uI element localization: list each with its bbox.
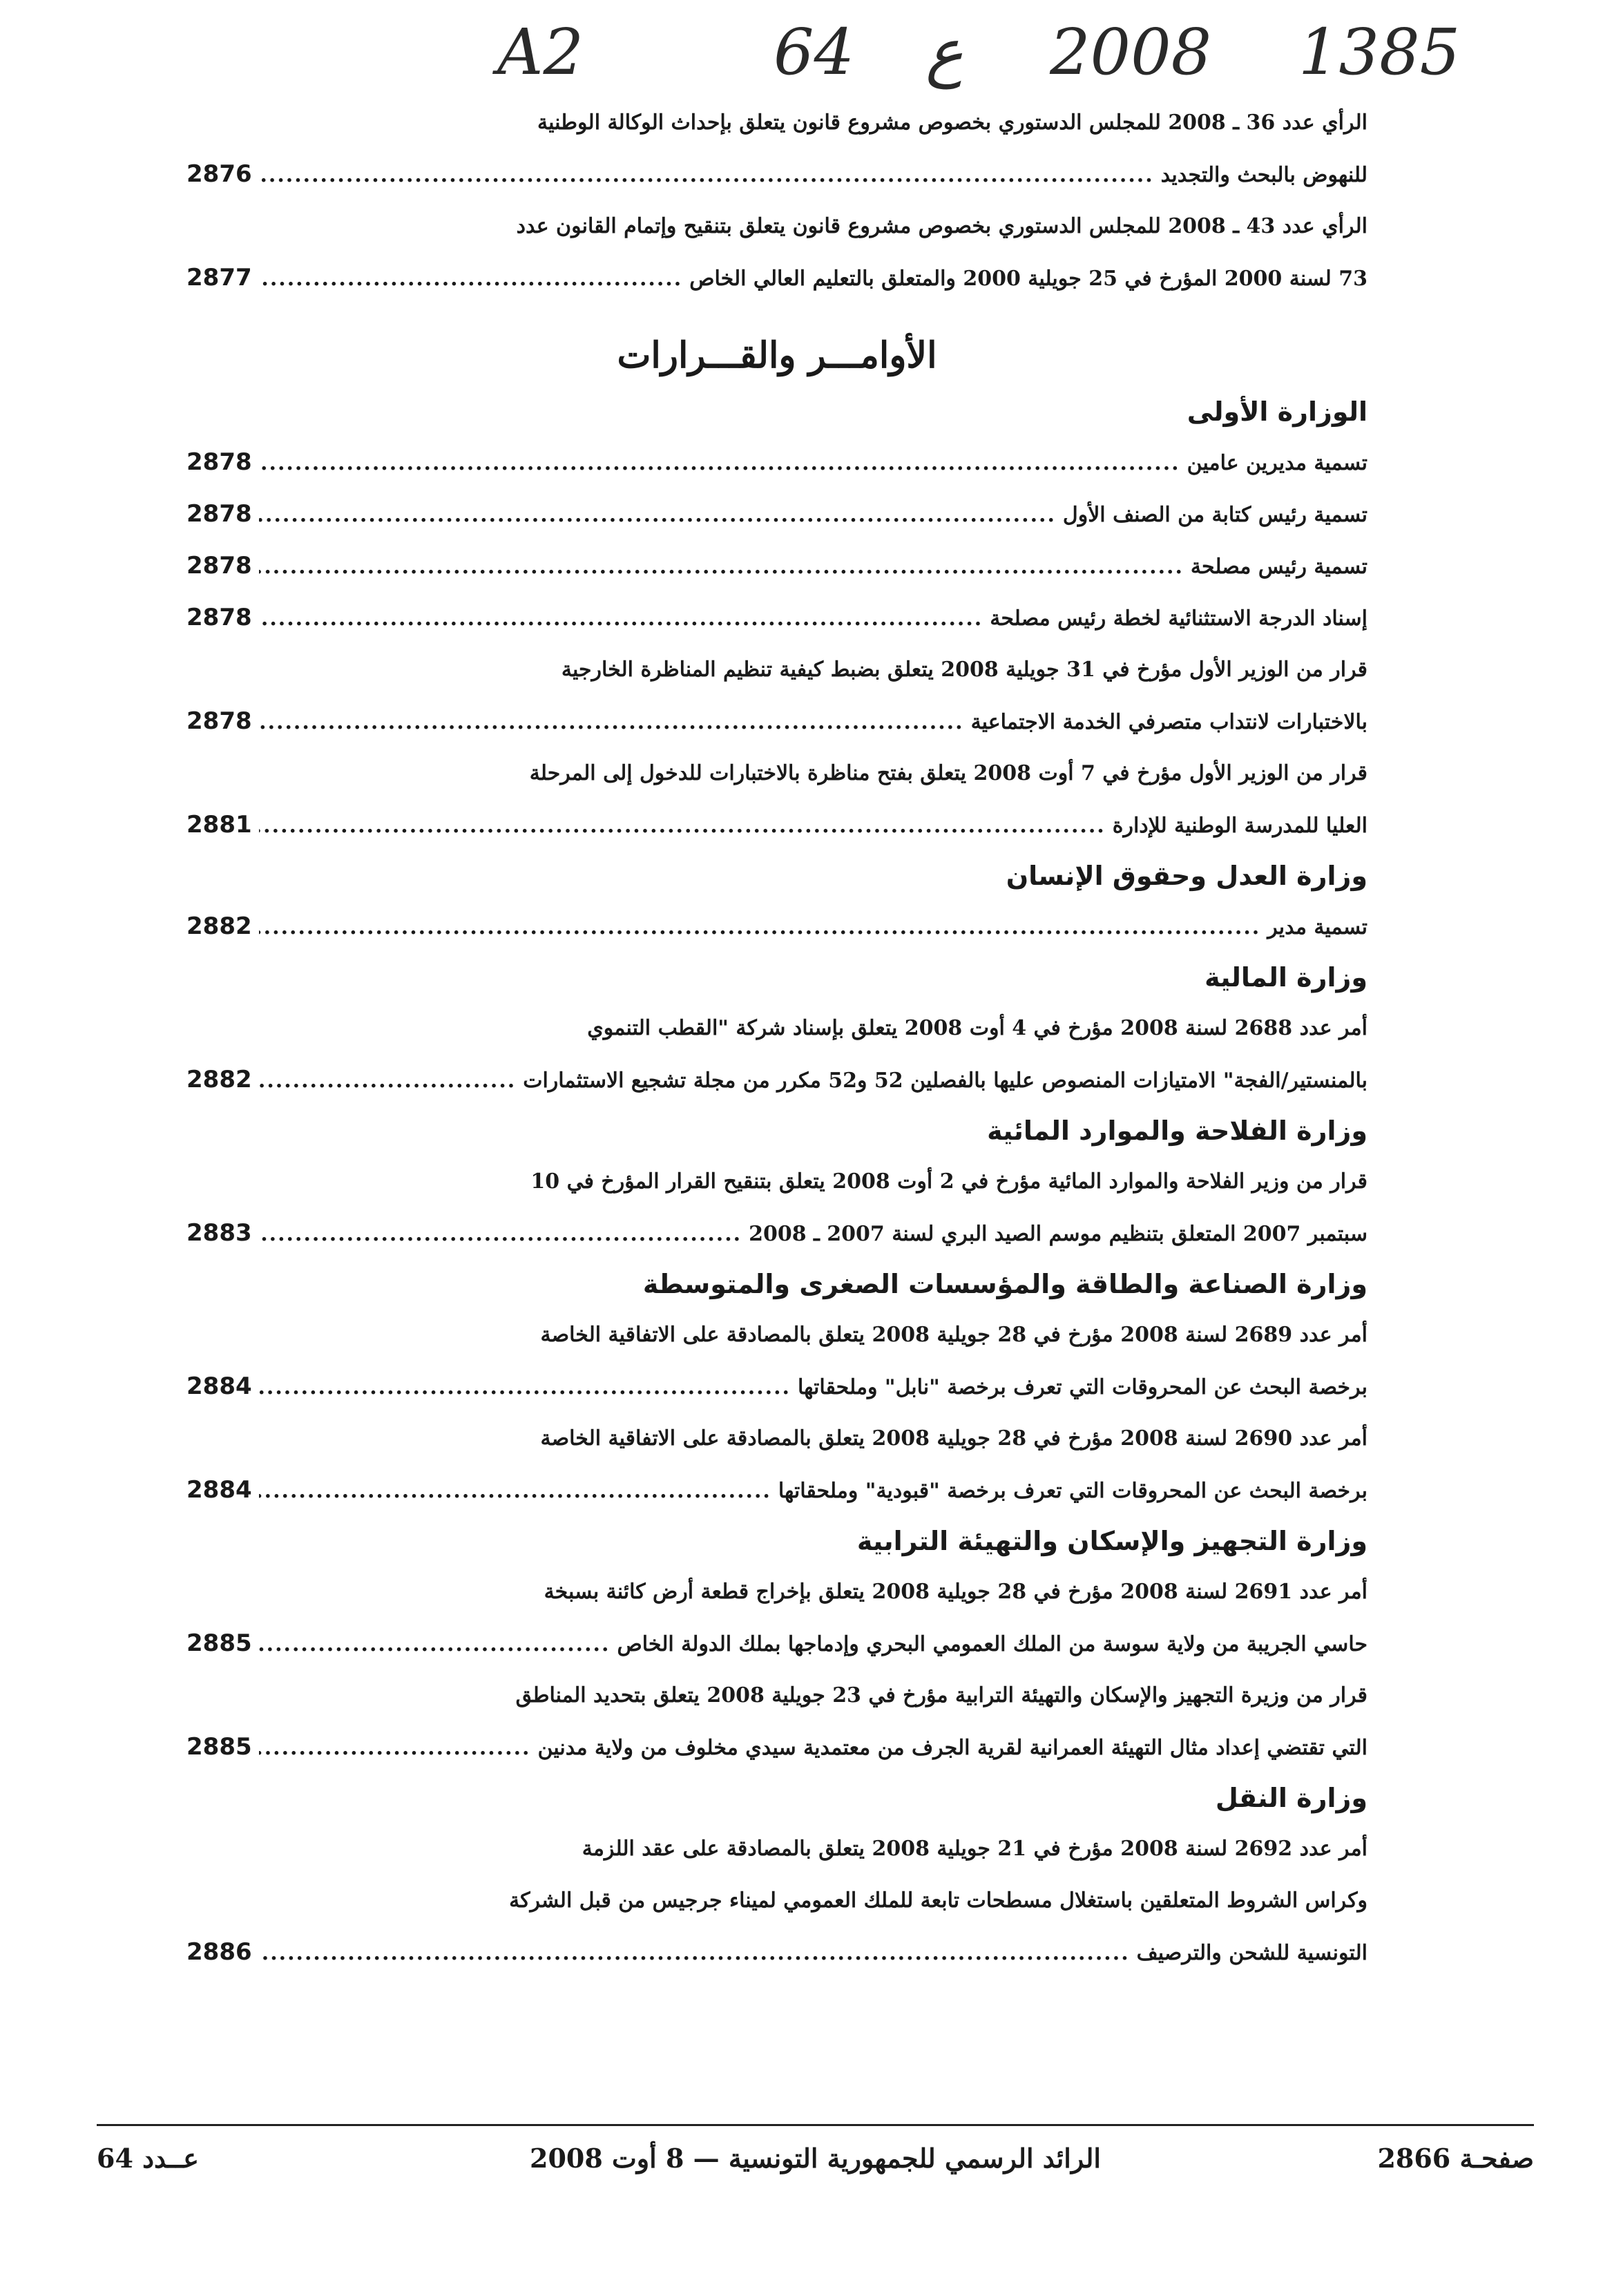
toc-entry-text: قرار من الوزير الأول مؤرخ في 31 جويلية 2008 يتعلق بضبط كيفية تنظيم المناظرة الخارجية bbox=[561, 658, 1367, 682]
toc-entry-line bbox=[186, 1670, 1367, 1721]
ministry-heading: وزارة التجهيز والإسكان والتهيئة الترابية bbox=[856, 1526, 1367, 1556]
toc-entry-text: حاسي الجريبة من ولاية سوسة من الملك العمومي البحري وإدماجها بملك الدولة الخاص bbox=[617, 1632, 1367, 1656]
toc-entry-line bbox=[186, 1721, 1367, 1773]
toc-entry-line bbox=[186, 901, 1367, 953]
toc-entry-line bbox=[186, 1823, 1367, 1875]
footer-divider bbox=[97, 2124, 1534, 2126]
leader-dots bbox=[259, 1208, 742, 1260]
toc-entry bbox=[186, 437, 1367, 488]
toc-entry-line bbox=[186, 200, 1367, 252]
ministry-heading: وزارة الفلاحة والموارد المائية bbox=[987, 1116, 1367, 1146]
handwritten-64: 64 bbox=[774, 15, 855, 89]
toc-entry-line bbox=[186, 1309, 1367, 1361]
toc-entry bbox=[186, 1309, 1367, 1413]
toc-page-number: 2878 bbox=[186, 552, 252, 580]
toc-entry bbox=[186, 1002, 1367, 1106]
leader-dots bbox=[259, 696, 964, 748]
leader-dots bbox=[259, 253, 683, 305]
ministry-section bbox=[186, 1773, 1367, 1978]
toc-entry bbox=[186, 1566, 1367, 1670]
toc-entry bbox=[186, 1670, 1367, 1773]
leader-dots bbox=[259, 489, 1056, 541]
leader-dots bbox=[259, 1722, 531, 1774]
toc-entry-line bbox=[186, 540, 1367, 592]
toc-entry-line bbox=[186, 1618, 1367, 1670]
ministry-heading: الوزارة الأولى bbox=[1187, 396, 1367, 427]
toc-entry-line bbox=[186, 1002, 1367, 1054]
toc-entry bbox=[186, 644, 1367, 747]
toc-entry bbox=[186, 901, 1367, 953]
leader-dots bbox=[259, 1465, 771, 1517]
ministry-section bbox=[186, 387, 1367, 851]
toc-page-number: 2882 bbox=[186, 912, 252, 940]
toc-entry-text: سبتمبر 2007 المتعلق بتنظيم موسم الصيد البري لسنة 2007 ـ 2008 bbox=[749, 1222, 1367, 1246]
toc-entry-line bbox=[186, 1926, 1367, 1978]
toc-entry-line bbox=[186, 149, 1367, 200]
ministry-section bbox=[186, 953, 1367, 1106]
table-of-contents bbox=[186, 97, 1367, 1978]
toc-entry-text: أمر عدد 2692 لسنة 2008 مؤرخ في 21 جويلية 2008 يتعلق بالمصادقة على عقد اللزمة bbox=[582, 1837, 1367, 1861]
footer-journal-title: الرائد الرسمي للجمهورية التونسية — 8 أوت 2008 bbox=[530, 2143, 1101, 2174]
toc-entry-text: أمر عدد 2690 لسنة 2008 مؤرخ في 28 جويلية 2008 يتعلق بالمصادقة على الاتفاقية الخاصة bbox=[540, 1426, 1367, 1451]
toc-entry-line bbox=[186, 1566, 1367, 1618]
toc-entry-text: قرار من وزير الفلاحة والموارد المائية مؤرخ في 2 أوت 2008 يتعلق بتنقيح القرار المؤرخ في 10 bbox=[530, 1169, 1367, 1194]
toc-entry-line bbox=[186, 1156, 1367, 1207]
toc-entry bbox=[186, 540, 1367, 592]
toc-entry bbox=[186, 1413, 1367, 1516]
toc-page-number: 2886 bbox=[186, 1938, 252, 1966]
leader-dots bbox=[259, 1618, 611, 1670]
footer-issue-number: عــدد 64 bbox=[97, 2143, 199, 2174]
toc-entry-text: قرار من وزيرة التجهيز والإسكان والتهيئة الترابية مؤرخ في 23 جويلية 2008 يتعلق بتحديد المناطق bbox=[515, 1683, 1367, 1707]
leader-dots bbox=[259, 541, 1184, 593]
toc-entry bbox=[186, 1823, 1367, 1978]
toc-page-number: 2882 bbox=[186, 1066, 252, 1093]
toc-entry-text: أمر عدد 2689 لسنة 2008 مؤرخ في 28 جويلية 2008 يتعلق بالمصادقة على الاتفاقية الخاصة bbox=[540, 1323, 1367, 1347]
toc-entry-text: أمر عدد 2691 لسنة 2008 مؤرخ في 28 جويلية 2008 يتعلق بإخراج قطعة أرض كائنة بسبخة bbox=[544, 1580, 1367, 1604]
toc-entry-line bbox=[186, 644, 1367, 696]
toc-entry-line bbox=[186, 592, 1367, 644]
toc-page-number: 2885 bbox=[186, 1733, 252, 1761]
ministry-section bbox=[186, 1259, 1367, 1516]
toc-entry bbox=[186, 488, 1367, 540]
toc-entry-text: إسناد الدرجة الاستثنائية لخطة رئيس مصلحة bbox=[990, 606, 1367, 631]
ministry-heading: وزارة الصناعة والطاقة والمؤسسات الصغرى والمتوسطة bbox=[642, 1269, 1367, 1299]
toc-entry-text: تسمية رئيس كتابة من الصنف الأول bbox=[1062, 503, 1367, 527]
toc-entry-text: برخصة البحث عن المحروقات التي تعرف برخصة "نابل" وملحقاتها bbox=[798, 1375, 1367, 1399]
toc-page-number: 2883 bbox=[186, 1219, 252, 1247]
toc-page-number: 2884 bbox=[186, 1372, 252, 1400]
leader-dots bbox=[259, 1361, 791, 1413]
toc-entry-text: الرأي عدد 43 ـ 2008 للمجلس الدستوري بخصوص مشروع قانون يتعلق بتنقيح وإتمام القانون عدد bbox=[516, 214, 1367, 238]
toc-page-number: 2876 bbox=[186, 160, 252, 188]
page-footer bbox=[97, 2138, 1534, 2179]
toc-entry-text: الرأي عدد 36 ـ 2008 للمجلس الدستوري بخصوص مشروع قانون يتعلق بإحداث الوكالة الوطنية bbox=[537, 111, 1367, 135]
toc-page-number: 2881 bbox=[186, 811, 252, 839]
toc-entry-line bbox=[186, 1207, 1367, 1259]
ministry-heading: وزارة العدل وحقوق الإنسان bbox=[1006, 861, 1367, 891]
toc-entry-line bbox=[186, 1875, 1367, 1926]
toc-entry-line bbox=[186, 488, 1367, 540]
ministry-heading: وزارة النقل bbox=[1215, 1783, 1367, 1813]
toc-page-number: 2884 bbox=[186, 1476, 252, 1504]
toc-page-number: 2878 bbox=[186, 707, 252, 735]
toc-entry-line bbox=[186, 1413, 1367, 1464]
leader-dots bbox=[259, 800, 1106, 852]
toc-entry-text: العليا للمدرسة الوطنية للإدارة bbox=[1112, 814, 1367, 838]
toc-page-number: 2878 bbox=[186, 500, 252, 528]
toc-entry-line bbox=[186, 696, 1367, 747]
toc-entry bbox=[186, 747, 1367, 851]
toc-entry-text: التونسية للشحن والترصيف bbox=[1136, 1941, 1367, 1965]
toc-entry-text: بالمنستير/الفجة" الامتيازات المنصوص عليها بالفصلين 52 و52 مكرر من مجلة تشجيع الاستثمارات bbox=[523, 1069, 1367, 1093]
toc-entry-text: أمر عدد 2688 لسنة 2008 مؤرخ في 4 أوت 2008 يتعلق بإسناد شركة "القطب التنموي bbox=[587, 1016, 1367, 1040]
toc-page-number: 2885 bbox=[186, 1629, 252, 1657]
leader-dots bbox=[259, 593, 983, 644]
toc-entry-line bbox=[186, 747, 1367, 799]
handwritten-2008: 2008 bbox=[1050, 15, 1212, 89]
leader-dots bbox=[259, 437, 1180, 489]
toc-entry-text: تسمية رئيس مصلحة bbox=[1190, 555, 1367, 579]
toc-entry-text: تسمية مدير bbox=[1267, 915, 1367, 939]
toc-entry-text: تسمية مديرين عامين bbox=[1187, 451, 1367, 475]
toc-entry-line bbox=[186, 97, 1367, 149]
toc-entry-text: للنهوض بالبحث والتجديد bbox=[1160, 163, 1367, 187]
toc-entry-line bbox=[186, 1464, 1367, 1516]
ministry-section bbox=[186, 851, 1367, 953]
footer-page-number: صفحـة 2866 bbox=[1377, 2143, 1534, 2174]
toc-entry-text: بالاختبارات لانتداب متصرفي الخدمة الاجتماعية bbox=[970, 710, 1367, 734]
toc-entry-line bbox=[186, 1361, 1367, 1413]
toc-entry-text: 73 لسنة 2000 المؤرخ في 25 جويلية 2000 والمتعلق بالتعليم العالي الخاص bbox=[689, 267, 1367, 291]
leader-dots bbox=[259, 1055, 517, 1107]
toc-entry-line bbox=[186, 799, 1367, 851]
ministry-section bbox=[186, 1106, 1367, 1259]
leader-dots bbox=[259, 149, 1154, 201]
section-title: الأوامـــر والقـــرارات bbox=[617, 334, 937, 376]
handwritten-1385: 1385 bbox=[1298, 15, 1461, 89]
toc-entry bbox=[186, 200, 1367, 304]
toc-page-number: 2878 bbox=[186, 448, 252, 476]
ministry-section bbox=[186, 1516, 1367, 1773]
leader-dots bbox=[259, 901, 1261, 953]
toc-entry bbox=[186, 1156, 1367, 1259]
toc-page-number: 2878 bbox=[186, 604, 252, 631]
toc-entry-text: التي تقتضي إعداد مثال التهيئة العمرانية لقرية الجرف من معتمدية سيدي مخلوف من ولاية مدنين bbox=[537, 1736, 1367, 1760]
toc-entry-text: برخصة البحث عن المحروقات التي تعرف برخصة "قبودية" وملحقاتها bbox=[778, 1479, 1367, 1503]
leader-dots bbox=[259, 1927, 1130, 1979]
toc-page-number: 2877 bbox=[186, 264, 252, 291]
toc-entry bbox=[186, 97, 1367, 200]
toc-entry-line bbox=[186, 1054, 1367, 1106]
toc-entry-text: وكراس الشروط المتعلقين باستغلال مسطحات تابعة للملك العمومي لميناء جرجيس من قبل الشركة bbox=[509, 1888, 1367, 1913]
ministry-heading: وزارة المالية bbox=[1204, 962, 1367, 993]
handwritten-a2: A2 bbox=[497, 15, 584, 89]
toc-entry bbox=[186, 592, 1367, 644]
handwritten-ain: ع bbox=[925, 15, 963, 89]
toc-entry-line bbox=[186, 252, 1367, 304]
toc-entry-text: قرار من الوزير الأول مؤرخ في 7 أوت 2008 يتعلق بفتح مناظرة بالاختبارات للدخول إلى المرحلة bbox=[529, 761, 1367, 785]
toc-entry-line bbox=[186, 437, 1367, 488]
